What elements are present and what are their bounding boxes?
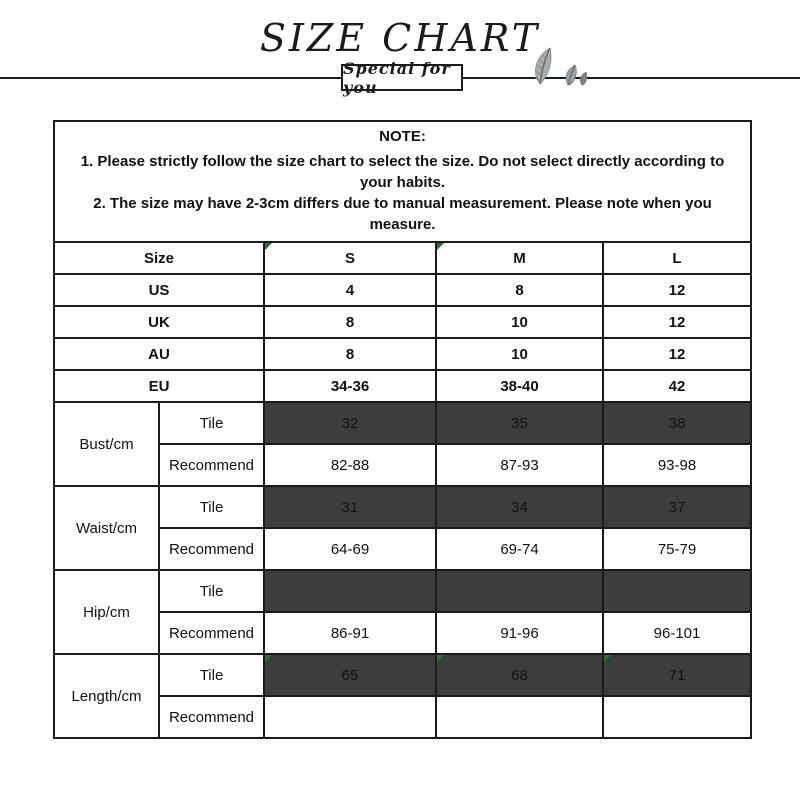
row-label-uk: UK [54, 306, 264, 338]
table-row-note [54, 121, 751, 242]
table-cell: 10 [436, 338, 603, 370]
table-cell: 12 [603, 306, 751, 338]
table-cell [436, 654, 603, 696]
special-badge: Special for you [341, 64, 463, 91]
table-cell: 8 [264, 306, 436, 338]
table-cell [603, 570, 751, 612]
note-line-2: 2. The size may have 2-3cm differs due to manual measurement. Please note when you measure. [93, 195, 712, 233]
row-label-us: US [54, 274, 264, 306]
header-cell-m [436, 242, 603, 274]
row-label-hip: Hip/cm [54, 570, 159, 654]
row-label-bust: Bust/cm [54, 402, 159, 486]
sub-label-tile: Tile [159, 570, 264, 612]
cell-text: S [344, 249, 355, 267]
table-cell [264, 570, 436, 612]
table-row-size [54, 242, 751, 274]
table-row-waist-recommend [54, 528, 751, 570]
excel-corner-marker [265, 243, 272, 250]
table-cell: 31 [264, 486, 436, 528]
table-row-length-tile [54, 654, 751, 696]
row-label-eu: EU [54, 370, 264, 402]
table-cell [603, 654, 751, 696]
table-cell: 32 [264, 402, 436, 444]
header-cell-l [603, 242, 751, 274]
table-cell: 38-40 [436, 370, 603, 402]
table-cell: 8 [436, 274, 603, 306]
table-row-bust-recommend [54, 444, 751, 486]
table-row-waist-tile [54, 486, 751, 528]
table-row-au [54, 338, 751, 370]
table-cell: 42 [603, 370, 751, 402]
table-row-hip-tile [54, 570, 751, 612]
sub-label-recommend: Recommend [159, 612, 264, 654]
table-cell: 34 [436, 486, 603, 528]
table-cell: 34-36 [264, 370, 436, 402]
sub-label-tile: Tile [159, 402, 264, 444]
sub-label-recommend: Recommend [159, 528, 264, 570]
cell-text: 71 [668, 666, 686, 684]
table-cell: 82-88 [264, 444, 436, 486]
table-cell: 86-91 [264, 612, 436, 654]
feather-icon [512, 44, 602, 95]
table-row-eu [54, 370, 751, 402]
table-cell: 93-98 [603, 444, 751, 486]
table-cell: 10 [436, 306, 603, 338]
sub-label-recommend: Recommend [159, 696, 264, 738]
note-heading: NOTE: [379, 128, 426, 145]
note-cell [54, 121, 751, 242]
cell-text: 65 [341, 666, 359, 684]
excel-corner-marker [265, 655, 272, 662]
note-line-1: 1. Please strictly follow the size chart to select the size. Do not select directly according to your habits. [80, 153, 725, 191]
table-cell: 12 [603, 338, 751, 370]
table-cell: 91-96 [436, 612, 603, 654]
row-label-waist: Waist/cm [54, 486, 159, 570]
sub-label-tile: Tile [159, 486, 264, 528]
cell-text: 68 [511, 666, 528, 684]
table-cell [603, 696, 751, 738]
table-cell: 87-93 [436, 444, 603, 486]
excel-corner-marker [437, 243, 444, 250]
table-cell: 35 [436, 402, 603, 444]
table-cell: 38 [603, 402, 751, 444]
table-cell [436, 696, 603, 738]
table-cell: 96-101 [603, 612, 751, 654]
sub-label-recommend: Recommend [159, 444, 264, 486]
row-label-length: Length/cm [54, 654, 159, 738]
table-cell: 37 [603, 486, 751, 528]
table-row-us [54, 274, 751, 306]
table-cell [436, 570, 603, 612]
table-row-hip-recommend [54, 612, 751, 654]
sub-label-tile: Tile [159, 654, 264, 696]
table-cell: 64-69 [264, 528, 436, 570]
table-cell: 4 [264, 274, 436, 306]
row-label-size: Size [54, 242, 264, 274]
table-cell: 12 [603, 274, 751, 306]
table-cell [264, 654, 436, 696]
table-cell: 8 [264, 338, 436, 370]
page-title: SIZE CHART [259, 16, 541, 60]
size-chart-table [53, 120, 752, 739]
row-label-au: AU [54, 338, 264, 370]
table-row-bust-tile [54, 402, 751, 444]
cell-text: M [513, 249, 526, 267]
table-cell: 75-79 [603, 528, 751, 570]
cell-text: L [672, 249, 682, 267]
table-cell [264, 696, 436, 738]
excel-corner-marker [604, 655, 611, 662]
table-row-length-recommend [54, 696, 751, 738]
table-cell: 69-74 [436, 528, 603, 570]
table-row-uk [54, 306, 751, 338]
header-cell-s [264, 242, 436, 274]
excel-corner-marker [437, 655, 444, 662]
